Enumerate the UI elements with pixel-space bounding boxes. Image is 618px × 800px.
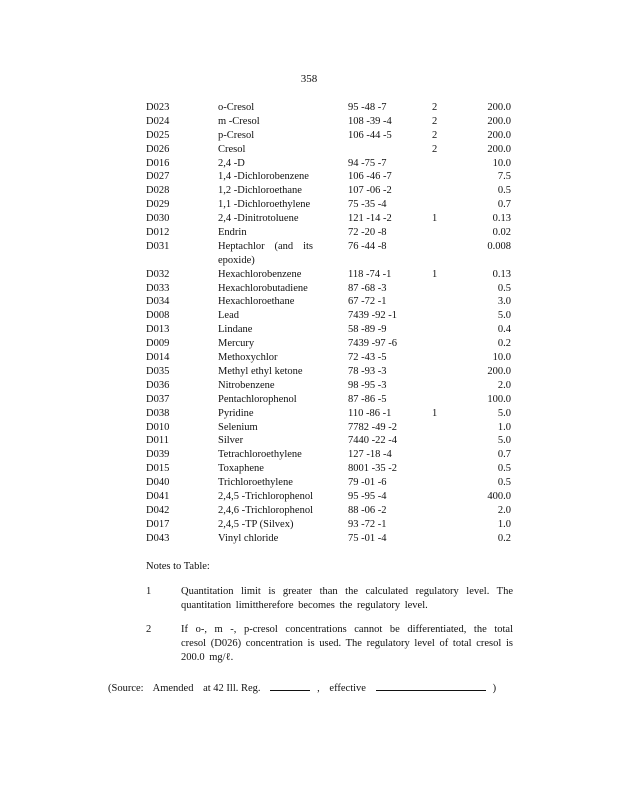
cas-number: 79 -01 -6 [348, 477, 387, 489]
hazardous-waste-code: D039 [146, 449, 170, 461]
cas-number: 121 -14 -2 [348, 213, 392, 225]
contaminant-name: Tetrachloroethylene [218, 449, 302, 461]
table-row [0, 295, 618, 309]
table-row [0, 101, 618, 115]
hazardous-waste-code: D028 [146, 185, 170, 197]
table-row [0, 407, 618, 421]
table-row [0, 462, 618, 476]
table-row [0, 170, 618, 184]
regulatory-level: 0.2 [497, 338, 511, 350]
regulatory-level: 0.5 [497, 477, 511, 489]
note-text: If o-, m -, p-cresol concentrations cannot be differentiated, the total cresol (D026) concentration is used. The regulatory level of total cresol is 200.0 mg/ℓ. [181, 624, 513, 663]
table-row [0, 393, 618, 407]
cas-number: 7439 -92 -1 [348, 310, 397, 322]
hazardous-waste-code: D012 [146, 227, 170, 239]
hazardous-waste-code: D041 [146, 490, 170, 502]
regulatory-level: 0.02 [492, 227, 511, 239]
regulatory-level: 10.0 [492, 157, 511, 169]
regulatory-level: 400.0 [487, 490, 511, 502]
table-row [0, 379, 618, 393]
regulatory-level: 0.7 [497, 449, 511, 461]
cas-number: 7782 -49 -2 [348, 421, 397, 433]
cas-number: 88 -06 -2 [348, 504, 387, 516]
table-row [0, 448, 618, 462]
table-row [0, 337, 618, 351]
regulatory-level: 0.5 [497, 463, 511, 475]
cas-number: 95 -95 -4 [348, 490, 387, 502]
note-reference: 2 [432, 102, 438, 113]
regulatory-level: 0.13 [492, 213, 511, 225]
table-row [0, 365, 618, 379]
hazardous-waste-code: D008 [146, 310, 170, 322]
source-prefix: (Source: [108, 683, 144, 694]
table-row [0, 268, 618, 282]
hazardous-waste-code: D036 [146, 379, 170, 391]
table-row [0, 212, 618, 226]
blank-line [270, 680, 310, 691]
cas-number: 72 -43 -5 [348, 352, 387, 364]
table-row [0, 323, 618, 337]
note-text: Quantitation limit is greater than the calculated regulatory level. The quantitation limittherefore becomes the regulatory level. [181, 586, 513, 611]
regulatory-level: 0.13 [492, 268, 511, 280]
notes-heading: Notes to Table: [146, 561, 210, 572]
contaminant-name: Lead [218, 310, 239, 322]
table-row [0, 532, 618, 546]
hazardous-waste-code: D023 [146, 102, 170, 113]
table-row [0, 476, 618, 490]
source-line [108, 680, 503, 696]
contaminant-name: Vinyl chloride [218, 532, 279, 544]
note-reference: 1 [432, 407, 438, 419]
cas-number: 58 -89 -9 [348, 324, 387, 336]
contaminant-name: 1,1 -Dichloroethylene [218, 199, 311, 211]
cas-number: 7440 -22 -4 [348, 435, 397, 447]
note-reference: 1 [432, 268, 438, 280]
regulatory-level: 0.5 [497, 185, 511, 197]
note-reference: 2 [432, 143, 438, 155]
cas-number: 76 -44 -8 [348, 240, 387, 252]
cas-number: 8001 -35 -2 [348, 463, 397, 475]
hazardous-waste-code: D011 [146, 435, 169, 447]
source-closing: ) [492, 683, 497, 694]
hazardous-waste-code: D024 [146, 115, 170, 127]
table-row [0, 309, 618, 323]
table-row [0, 143, 618, 157]
regulatory-level: 2.0 [497, 504, 511, 516]
cas-number: 118 -74 -1 [348, 268, 392, 280]
contaminant-name: 2,4,5 -Trichlorophenol [218, 490, 313, 502]
contaminant-name: 1,4 -Dichlorobenzene [218, 171, 309, 183]
cas-number: 110 -86 -1 [348, 407, 392, 419]
contaminant-name: Selenium [218, 421, 258, 433]
hazardous-waste-code: D013 [146, 324, 170, 336]
table-row [0, 504, 618, 518]
hazardous-waste-code: D014 [146, 352, 170, 364]
source-comma: , [317, 683, 320, 694]
contaminant-name: Methyl ethyl ketone [218, 365, 303, 377]
regulatory-level: 200.0 [487, 102, 511, 113]
cas-number: 127 -18 -4 [348, 449, 392, 461]
regulatory-level: 200.0 [487, 143, 511, 155]
table-row [0, 198, 618, 212]
source-amended: Amended [152, 683, 194, 694]
cas-number: 106 -46 -7 [348, 171, 392, 183]
hazardous-waste-code: D042 [146, 504, 170, 516]
cas-number: 78 -93 -3 [348, 365, 387, 377]
table-row [0, 434, 618, 448]
contaminant-name: Endrin [218, 227, 247, 239]
contaminant-name: Methoxychlor [218, 352, 278, 364]
page-number: 358 [300, 73, 318, 85]
contaminant-name: 1,2 -Dichloroethane [218, 185, 302, 197]
cas-number: 98 -95 -3 [348, 379, 387, 391]
note-reference: 2 [432, 129, 438, 141]
contaminant-name: m -Cresol [218, 115, 260, 127]
cas-number: 95 -48 -7 [348, 102, 387, 113]
hazardous-waste-code: D035 [146, 365, 170, 377]
cas-number: 72 -20 -8 [348, 227, 387, 239]
contaminant-name: Pentachlorophenol [218, 393, 297, 405]
regulatory-level: 5.0 [497, 310, 511, 322]
regulatory-level: 200.0 [487, 365, 511, 377]
cas-number: 7439 -97 -6 [348, 338, 397, 350]
blank-line [376, 680, 486, 691]
contaminant-name: Mercury [218, 338, 255, 350]
table-row [0, 282, 618, 296]
contaminant-name: Cresol [218, 143, 246, 155]
cas-number: 107 -06 -2 [348, 185, 392, 197]
hazardous-waste-code: D030 [146, 213, 170, 225]
contaminant-name: Silver [218, 435, 244, 447]
contaminant-name: Heptachlor (and its epoxide) [218, 240, 313, 266]
contaminant-name: p-Cresol [218, 129, 255, 141]
hazardous-waste-code: D033 [146, 282, 170, 294]
hazardous-waste-code: D040 [146, 477, 170, 489]
cas-number: 75 -01 -4 [348, 532, 387, 544]
regulatory-level: 0.2 [497, 532, 511, 544]
cas-number: 93 -72 -1 [348, 518, 387, 530]
regulatory-level: 2.0 [497, 379, 511, 391]
hazardous-waste-code: D010 [146, 421, 170, 433]
cas-number: 94 -75 -7 [348, 157, 387, 169]
contaminant-name: 2,4 -Dinitrotoluene [218, 213, 299, 225]
contaminant-name: Hexachlorobenzene [218, 268, 302, 280]
regulatory-level: 100.0 [487, 393, 511, 405]
contaminant-name: Hexachloroethane [218, 296, 295, 308]
source-effective: effective [329, 683, 366, 694]
cas-number: 106 -44 -5 [348, 129, 392, 141]
table-row [0, 490, 618, 504]
hazardous-waste-code: D025 [146, 129, 170, 141]
regulatory-level: 0.008 [487, 240, 511, 252]
regulatory-levels-table [0, 101, 618, 546]
regulatory-level: 3.0 [497, 296, 511, 308]
contaminant-name: Pyridine [218, 407, 254, 419]
regulatory-level: 200.0 [487, 115, 511, 127]
contaminant-name: Trichloroethylene [218, 477, 293, 489]
regulatory-level: 200.0 [487, 129, 511, 141]
table-row [0, 421, 618, 435]
table-row [0, 351, 618, 365]
regulatory-level: 0.5 [497, 282, 511, 294]
hazardous-waste-code: D015 [146, 463, 170, 475]
table-row [0, 226, 618, 240]
table-row [0, 240, 618, 268]
contaminant-name: Toxaphene [218, 463, 264, 475]
hazardous-waste-code: D043 [146, 532, 170, 544]
hazardous-waste-code: D027 [146, 171, 170, 183]
contaminant-name: 2,4,6 -Trichlorophenol [218, 504, 313, 516]
hazardous-waste-code: D029 [146, 199, 170, 211]
contaminant-name: 2,4,5 -TP (Silvex) [218, 518, 294, 530]
hazardous-waste-code: D034 [146, 296, 170, 308]
note-number: 2 [146, 624, 152, 635]
contaminant-name: 2,4 -D [218, 157, 245, 169]
regulatory-level: 10.0 [492, 352, 511, 364]
regulatory-level: 5.0 [497, 407, 511, 419]
regulatory-level: 1.0 [497, 421, 511, 433]
hazardous-waste-code: D032 [146, 268, 170, 280]
table-row [0, 115, 618, 129]
table-row [0, 129, 618, 143]
contaminant-name: Lindane [218, 324, 253, 336]
hazardous-waste-code: D017 [146, 518, 170, 530]
table-row [0, 157, 618, 171]
note-number: 1 [146, 586, 152, 597]
cas-number: 67 -72 -1 [348, 296, 387, 308]
cas-number: 108 -39 -4 [348, 115, 392, 127]
hazardous-waste-code: D031 [146, 240, 170, 252]
contaminant-name: Hexachlorobutadiene [218, 282, 308, 294]
hazardous-waste-code: D026 [146, 143, 170, 155]
hazardous-waste-code: D038 [146, 407, 170, 419]
regulatory-level: 0.7 [497, 199, 511, 211]
cas-number: 87 -68 -3 [348, 282, 387, 294]
hazardous-waste-code: D009 [146, 338, 170, 350]
table-row [0, 184, 618, 198]
note-reference: 2 [432, 115, 438, 127]
regulatory-level: 5.0 [497, 435, 511, 447]
regulatory-level: 7.5 [497, 171, 511, 183]
cas-number: 87 -86 -5 [348, 393, 387, 405]
cas-number: 75 -35 -4 [348, 199, 387, 211]
hazardous-waste-code: D016 [146, 157, 170, 169]
contaminant-name: Nitrobenzene [218, 379, 275, 391]
hazardous-waste-code: D037 [146, 393, 170, 405]
regulatory-level: 0.4 [497, 324, 511, 336]
note-reference: 1 [432, 213, 438, 225]
regulatory-level: 1.0 [497, 518, 511, 530]
table-row [0, 518, 618, 532]
contaminant-name: o-Cresol [218, 102, 255, 113]
source-at: at 42 Ill. Reg. [203, 683, 261, 694]
